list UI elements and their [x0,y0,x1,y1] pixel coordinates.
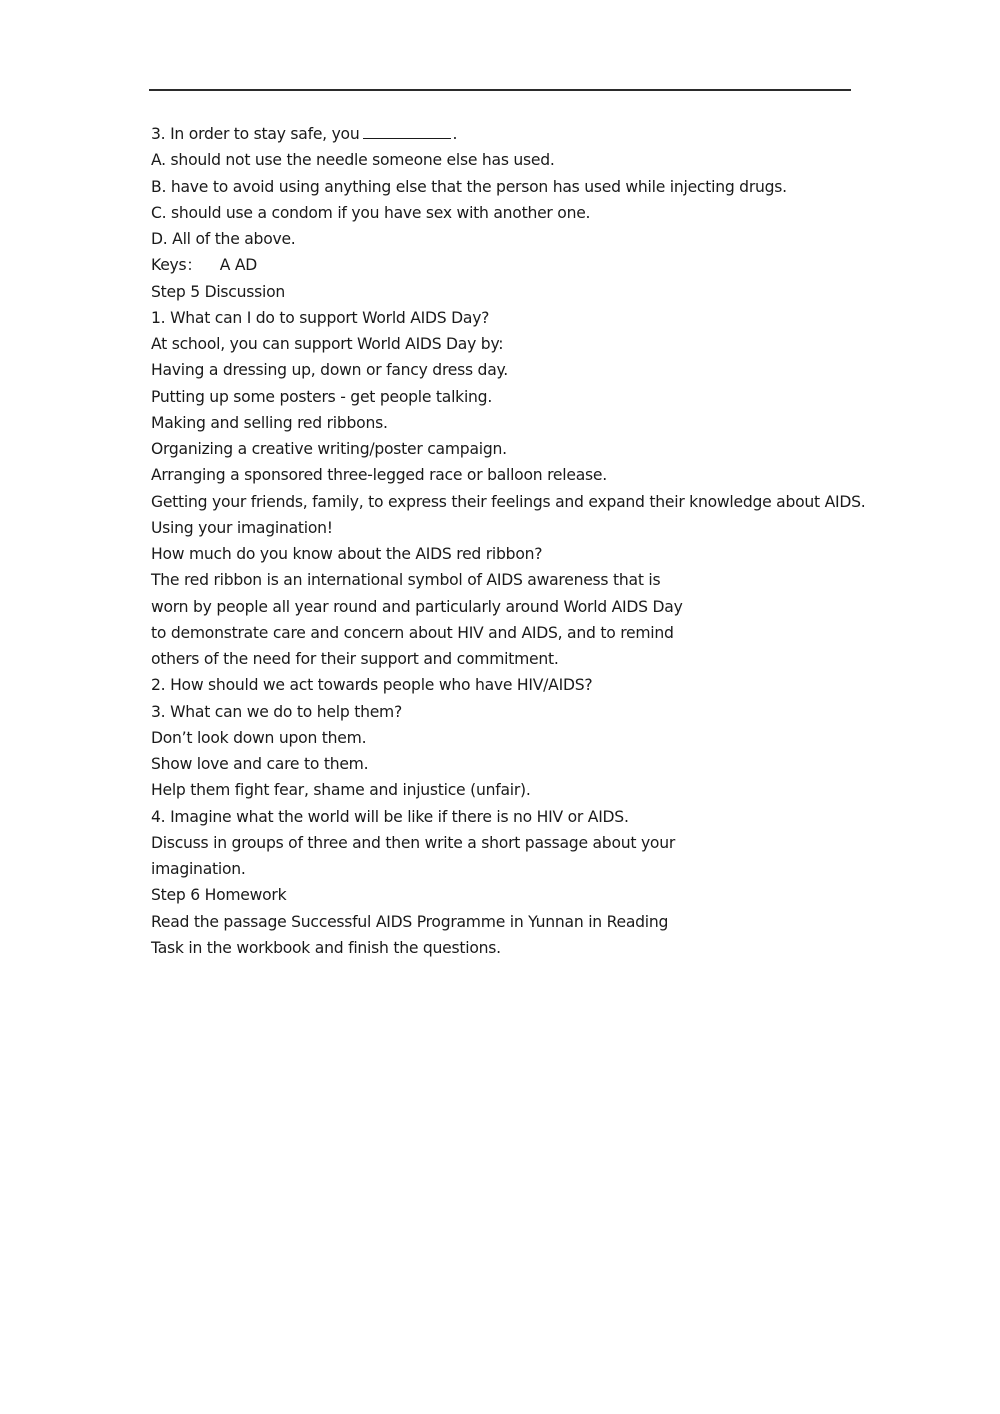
answer-blank [363,124,451,139]
homework-line: Read the passage Successful AIDS Programme in Yunnan in Reading [151,912,669,931]
question-stem-text: 3. In order to stay safe, you [151,125,360,143]
ribbon-question: How much do you know about the AIDS red ribbon? [151,545,543,563]
idea-item: Putting up some posters - get people talking. [151,387,493,406]
step5-heading: Step 5 Discussion [151,282,286,301]
ribbon-text-line: worn by people all year round and particularly around World AIDS Day [151,597,683,616]
option-c: C. should use a condom if you have sex with another one. [151,203,591,222]
step5-question-4: 4. Imagine what the world will be like if there is no HIV or AIDS. [151,807,629,826]
idea-item: Using your imagination! [151,518,333,537]
keys-label: Keys： [151,256,202,275]
homework-line: Task in the workbook and finish the questions. [151,938,501,957]
step6-heading: Step 6 Homework [151,886,287,905]
header-rule [149,89,851,91]
step5-question-2: 2. How should we act towards people who have HIV/AIDS? [151,676,593,695]
step5-intro: At school, you can support World AIDS Day by: [151,335,504,353]
idea-item: Getting your friends, family, to express their feelings and expand their knowledge about AIDS. [151,492,866,511]
ribbon-text-line: The red ribbon is an international symbol of AIDS awareness that is [151,571,661,590]
idea-item: Arranging a sponsored three-legged race or balloon release. [151,466,607,485]
ribbon-text-line: others of the need for their support and commitment. [151,650,559,668]
idea-item: Making and selling red ribbons. [151,413,388,432]
step5-question-1: 1. What can I do to support World AIDS Day? [151,308,490,327]
q4-task-line: imagination. [151,860,246,878]
option-d: D. All of the above. [151,230,296,248]
help-item: Don’t look down upon them. [151,728,367,747]
question-stem-end: . [452,125,458,143]
help-item: Help them fight fear, shame and injustice (unfair). [151,781,531,800]
idea-item: Having a dressing up, down or fancy dress day. [151,361,508,380]
q4-task-line: Discuss in groups of three and then write a short passage about your [151,833,676,852]
document-body [151,121,871,961]
option-b: B. have to avoid using anything else that the person has used while injecting drugs. [151,177,787,196]
help-item: Show love and care to them. [151,755,369,773]
answer-keys [151,252,871,278]
option-a: A. should not use the needle someone else has used. [151,151,555,170]
question-stem [151,121,871,147]
ribbon-text-line: to demonstrate care and concern about HIV and AIDS, and to remind [151,623,674,642]
keys-value: A AD [219,256,258,275]
idea-item: Organizing a creative writing/poster campaign. [151,440,507,458]
step5-question-3: 3. What can we do to help them? [151,702,403,721]
